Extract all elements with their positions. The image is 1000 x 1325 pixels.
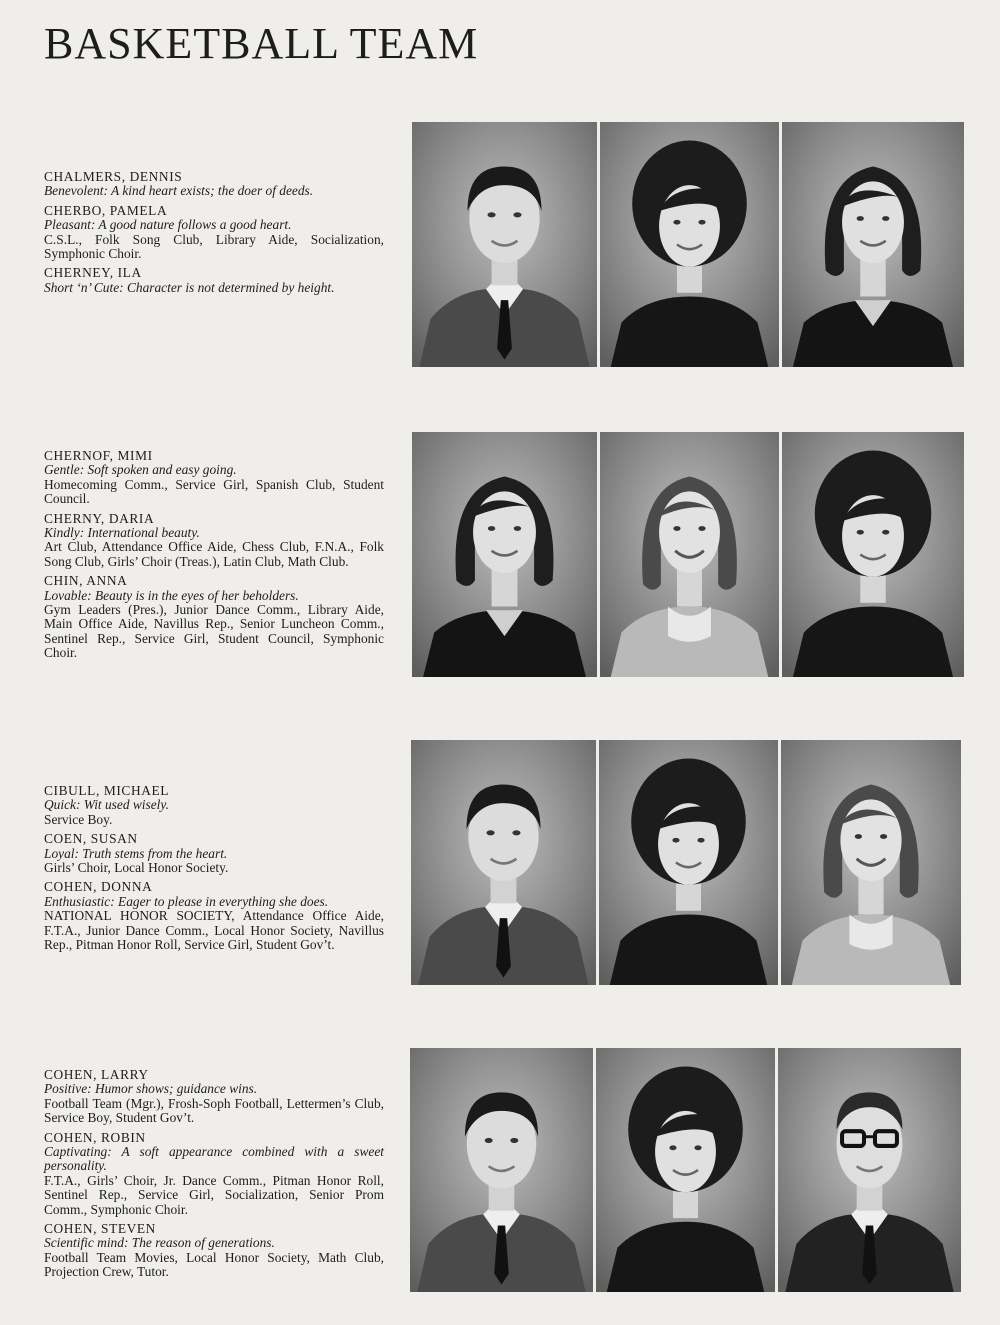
student-motto: Benevolent: A kind heart exists; the doer of deeds. <box>44 183 314 199</box>
student-entry <box>44 512 384 570</box>
portrait-photo <box>600 122 779 367</box>
student-activities: C.S.L., Folk Song Club, Library Aide, Socialization, Symphonic Choir. <box>44 231 384 262</box>
student-entry <box>44 170 384 199</box>
portrait-photo <box>782 122 964 367</box>
portrait-photo <box>412 122 597 367</box>
portrait-photo <box>599 740 778 985</box>
student-activities: Football Team (Mgr.), Frosh-Soph Football, Lettermen’s Club, Service Boy, Student Gov’t. <box>44 1095 384 1126</box>
student-name: COHEN, DONNA <box>44 879 153 895</box>
portrait-photo <box>782 432 964 677</box>
portrait-photo <box>781 740 961 985</box>
bio-block <box>44 784 384 957</box>
student-motto: Loyal: Truth stems from the heart. <box>44 845 228 861</box>
student-entry <box>44 449 384 507</box>
portrait-photo <box>596 1048 775 1292</box>
student-activities: Art Club, Attendance Office Aide, Chess Club, F.N.A., Folk Song Club, Girls’ Choir (Treas.), Latin Club, Math Club. <box>44 539 384 569</box>
student-entry <box>44 880 384 952</box>
student-entry <box>44 1222 384 1280</box>
bio-block <box>44 170 384 300</box>
student-activities: NATIONAL HONOR SOCIETY, Attendance Office Aide, F.T.A., Junior Dance Comm., Local Honor Society, Navillus Rep., Pitman Honor Roll, Service Girl, Student Gov’t. <box>44 908 384 953</box>
portrait-photo <box>410 1048 593 1292</box>
student-entry <box>44 1068 384 1126</box>
student-activities: Gym Leaders (Pres.), Junior Dance Comm., Library Aide, Main Office Aide, Navillus Rep., Senior Luncheon Comm., Sentinel Rep., Service Girl, Student Council, Symphonic Choir. <box>44 602 384 661</box>
student-entry <box>44 784 384 827</box>
student-activities: Service Boy. <box>44 811 113 827</box>
student-name: CHERBO, PAMELA <box>44 202 168 218</box>
student-entry <box>44 204 384 262</box>
portrait-photo <box>600 432 779 677</box>
bio-block <box>44 1068 384 1285</box>
student-name: CHERNY, DARIA <box>44 510 155 526</box>
student-entry <box>44 832 384 875</box>
student-motto: Positive: Humor shows; guidance wins. <box>44 1081 258 1097</box>
student-name: CHALMERS, DENNIS <box>44 169 183 184</box>
bio-block <box>44 449 384 666</box>
student-entry <box>44 1131 384 1217</box>
portrait-photo <box>778 1048 961 1292</box>
student-name: COEN, SUSAN <box>44 831 138 847</box>
student-activities: Football Team Movies, Local Honor Society, Math Club, Projection Crew, Tutor. <box>44 1249 384 1280</box>
student-activities: F.T.A., Girls’ Choir, Jr. Dance Comm., Pitman Honor Roll, Sentinel Rep., Service Girl, Socialization, Senior Prom Comm., Symphonic Choir. <box>44 1172 384 1217</box>
page-title: BASKETBALL TEAM <box>44 19 479 68</box>
portrait-photo <box>411 740 596 985</box>
student-name: CIBULL, MICHAEL <box>44 783 170 798</box>
student-name: CHERNEY, ILA <box>44 265 142 281</box>
student-motto: Captivating: A soft appearance combined with a sweet personality. <box>44 1144 384 1174</box>
student-entry <box>44 266 384 295</box>
student-name: CHIN, ANNA <box>44 573 128 589</box>
student-entry <box>44 574 384 660</box>
student-name: COHEN, LARRY <box>44 1067 149 1082</box>
student-motto: Gentle: Soft spoken and easy going. <box>44 462 237 478</box>
student-activities: Homecoming Comm., Service Girl, Spanish Club, Student Council. <box>44 476 384 507</box>
student-name: COHEN, STEVEN <box>44 1221 156 1237</box>
student-motto: Quick: Wit used wisely. <box>44 797 169 813</box>
student-activities: Girls’ Choir, Local Honor Society. <box>44 860 229 876</box>
student-motto: Scientific mind: The reason of generations. <box>44 1235 275 1251</box>
student-motto: Enthusiastic: Eager to please in everything she does. <box>44 893 329 909</box>
student-motto: Short ‘n’ Cute: Character is not determined by height. <box>44 279 335 295</box>
student-name: COHEN, ROBIN <box>44 1129 146 1145</box>
portrait-photo <box>412 432 597 677</box>
student-name: CHERNOF, MIMI <box>44 448 153 463</box>
student-motto: Lovable: Beauty is in the eyes of her beholders. <box>44 587 299 603</box>
student-motto: Pleasant: A good nature follows a good heart. <box>44 217 292 233</box>
student-motto: Kindly: International beauty. <box>44 525 200 541</box>
